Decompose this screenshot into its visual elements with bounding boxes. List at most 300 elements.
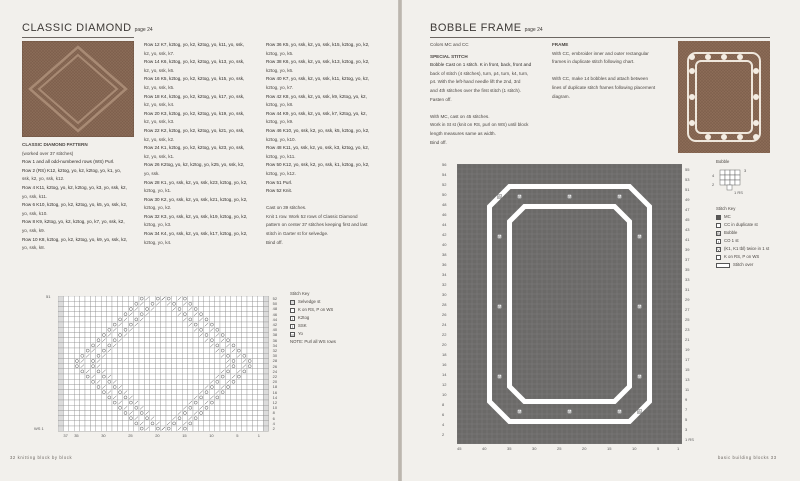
chart-row-label-right: 15	[685, 367, 690, 372]
chart-cell	[220, 400, 225, 405]
chart-cell	[139, 312, 144, 317]
instruction-line: Row 16 K5, k2tog, yo, k2, k2tog, yo, k15, yo, ssk,	[144, 76, 245, 82]
chart-cell	[215, 379, 220, 384]
chart-cell	[134, 348, 139, 353]
chart-cell	[144, 369, 149, 374]
chart-cell	[209, 338, 214, 343]
chart-cell	[80, 390, 85, 395]
chart-cell	[123, 374, 128, 379]
chart-cell	[247, 301, 252, 306]
chart-cell	[128, 353, 133, 358]
chart-cell	[225, 374, 230, 379]
chart-cell	[101, 379, 106, 384]
chart-cell	[74, 353, 79, 358]
chart-cell	[80, 405, 85, 410]
chart-cell	[231, 353, 236, 358]
section-title	[430, 22, 543, 34]
pattern-subheading: (worked over 37 stitches)	[22, 150, 74, 156]
chart-cell	[117, 312, 122, 317]
chart-cell	[144, 395, 149, 400]
chart-cell	[69, 301, 74, 306]
chart-cell	[74, 400, 79, 405]
chart-cell	[263, 343, 268, 348]
chart-cell	[85, 426, 90, 431]
chart-cell	[161, 327, 166, 332]
chart-cell	[231, 410, 236, 415]
chart-cell	[69, 306, 74, 311]
chart-cell	[74, 395, 79, 400]
chart-cell	[166, 390, 171, 395]
chart-cell	[90, 426, 95, 431]
key-label: K2tog	[298, 315, 310, 320]
chart-cell	[198, 369, 203, 374]
chart-cell	[96, 301, 101, 306]
chart-cell	[90, 338, 95, 343]
chart-cell	[263, 384, 268, 389]
chart-cell	[193, 400, 198, 405]
chart-cell	[90, 317, 95, 322]
chart-cell	[123, 296, 128, 301]
chart-cell	[215, 426, 220, 431]
chart-cell	[134, 312, 139, 317]
chart-cell	[144, 327, 149, 332]
chart-cell	[74, 332, 79, 337]
chart-row-label-right: 45	[685, 217, 690, 222]
chart-cell	[263, 312, 268, 317]
chart-cell	[258, 306, 263, 311]
chart-cell	[112, 338, 117, 343]
chart-cell	[166, 379, 171, 384]
chart-cell	[69, 332, 74, 337]
key-label: Stitch over	[733, 262, 754, 267]
chart-cell	[69, 426, 74, 431]
chart-cell	[134, 374, 139, 379]
chart-row-label-right: 55	[685, 167, 690, 172]
instruction-line: yo, ssk.	[144, 170, 160, 176]
chart-cell	[107, 343, 112, 348]
instruction-line: k2tog, yo, k5.	[266, 50, 294, 56]
chart-cell	[225, 410, 230, 415]
chart-cell	[182, 400, 187, 405]
instruction-line: k2tog, yo, k4.	[144, 239, 172, 245]
chart-cell	[63, 426, 68, 431]
chart-cell	[80, 322, 85, 327]
chart-cell	[177, 384, 182, 389]
chart-cell	[263, 379, 268, 384]
chart-cell	[155, 374, 160, 379]
instruction-line: Row 44 K9, yo, ssk, k2, yo, ssk, k7, k2tog, yo, k2,	[266, 110, 367, 116]
chart-cell	[209, 390, 214, 395]
chart-cell	[112, 301, 117, 306]
chart-cell	[80, 426, 85, 431]
chart-cell	[236, 379, 241, 384]
chart-cell	[155, 358, 160, 363]
chart-cell	[63, 400, 68, 405]
chart-cell	[101, 343, 106, 348]
chart-cell	[161, 353, 166, 358]
chart-cell	[139, 369, 144, 374]
chart-cell	[225, 312, 230, 317]
chart-cell	[69, 322, 74, 327]
chart-cell	[231, 390, 236, 395]
chart-row-label: 34	[272, 342, 278, 348]
chart-cell	[258, 348, 263, 353]
chart-cell	[252, 332, 257, 337]
chart-cell	[150, 353, 155, 358]
frame-heading: FRAME	[552, 42, 569, 47]
chart-cell	[242, 348, 247, 353]
chart-cell	[117, 410, 122, 415]
chart-cell	[215, 395, 220, 400]
chart-cell	[236, 410, 241, 415]
chart-col-label: 25	[557, 446, 562, 451]
chart-row-label: 18	[272, 384, 278, 390]
chart-cell	[58, 322, 63, 327]
chart-cell	[220, 405, 225, 410]
chart-cell	[215, 384, 220, 389]
chart-cell	[198, 410, 203, 415]
chart-cell	[107, 312, 112, 317]
chart-row-label: 16	[272, 389, 278, 395]
chart-cell	[144, 353, 149, 358]
chart-cell	[263, 322, 268, 327]
chart-cell	[263, 421, 268, 426]
chart-cell	[182, 353, 187, 358]
chart-row-label-left: 16	[442, 362, 447, 367]
chart-cell	[263, 358, 268, 363]
key-title: Stitch Key	[716, 206, 736, 211]
chart-cell	[215, 353, 220, 358]
chart-cell	[193, 338, 198, 343]
instruction-line: Row 51 Purl.	[266, 179, 293, 185]
chart-cell	[150, 426, 155, 431]
chart-row-label: 28	[272, 358, 278, 364]
chart-cell	[193, 384, 198, 389]
bobble-icon: B	[717, 230, 720, 236]
chart-cell	[252, 410, 257, 415]
chart-cell	[80, 416, 85, 421]
instruction-line: With CC, make 14 bobbles and attach between	[552, 76, 649, 82]
chart-cell	[69, 317, 74, 322]
chart-col-label: 15	[607, 446, 612, 451]
instruction-line: ssk, k2, yo, ssk, k12.	[22, 176, 65, 182]
chart-cell	[63, 322, 68, 327]
chart-row-label: 10	[272, 405, 278, 411]
chart-cell	[231, 358, 236, 363]
chart-cell	[155, 296, 160, 301]
chart-cell	[193, 322, 198, 327]
chart-cell	[252, 395, 257, 400]
chart-cell	[150, 379, 155, 384]
chart-cell	[209, 348, 214, 353]
chart-cell	[263, 364, 268, 369]
chart-row-label-right: 11	[685, 387, 690, 392]
chart-cell	[155, 379, 160, 384]
chart-cell	[69, 327, 74, 332]
bobble-row-label: 4	[712, 173, 715, 178]
chart-cell	[80, 374, 85, 379]
chart-cell	[166, 364, 171, 369]
chart-cell	[123, 358, 128, 363]
chart-cell	[247, 384, 252, 389]
chart-cell	[58, 353, 63, 358]
chart-row-label-right: 9	[685, 397, 688, 402]
chart-row-label-right: 41	[685, 237, 690, 242]
chart-cell	[258, 410, 263, 415]
chart-cell	[117, 416, 122, 421]
chart-cell	[242, 338, 247, 343]
chart-cell	[161, 405, 166, 410]
chart-cell	[80, 348, 85, 353]
bobble-chart-title: Bobble	[716, 159, 730, 164]
chart-cell	[74, 421, 79, 426]
chart-cell	[155, 426, 160, 431]
chart-cell	[204, 421, 209, 426]
chart-cell	[258, 332, 263, 337]
chart-cell	[182, 369, 187, 374]
chart-cell	[150, 338, 155, 343]
chart-cell	[112, 421, 117, 426]
chart-row-label-right: 3	[685, 427, 688, 432]
chart-cell	[193, 317, 198, 322]
chart-row-label-right: 7	[685, 407, 688, 412]
chart-cell	[139, 374, 144, 379]
chart-cell	[139, 400, 144, 405]
chart-cell	[188, 395, 193, 400]
chart-cell	[188, 374, 193, 379]
chart-cell	[117, 426, 122, 431]
key-label: K on RS, P on WS	[724, 254, 760, 259]
chart-cell	[63, 317, 68, 322]
chart-cell	[63, 348, 68, 353]
chart-cell	[177, 390, 182, 395]
instruction-line: k2tog, yo, k7.	[266, 84, 294, 90]
chart-cell	[166, 327, 171, 332]
chart-cell	[263, 296, 268, 301]
instruction-line: k2tog, yo, k8.	[266, 102, 294, 108]
chart-cell	[252, 400, 257, 405]
chart-cell	[161, 400, 166, 405]
chart-cell	[85, 400, 90, 405]
chart-cell	[101, 390, 106, 395]
chart-cell	[134, 332, 139, 337]
chart-cell	[225, 322, 230, 327]
chart-cell	[63, 369, 68, 374]
chart-cell	[198, 421, 203, 426]
bobble-frame-swatch-photo	[678, 41, 770, 153]
chart-cell	[215, 405, 220, 410]
chart-cell	[171, 338, 176, 343]
chart-cell	[166, 348, 171, 353]
chart-cell	[112, 296, 117, 301]
chart-cell	[155, 384, 160, 389]
chart-cell	[107, 410, 112, 415]
chart-cell	[74, 405, 79, 410]
chart-cell	[225, 421, 230, 426]
instruction-line: Row 20 K3, k2tog, yo, k2, k2tog, yo, k19, yo, ssk,	[144, 110, 245, 116]
chart-cell	[263, 353, 268, 358]
chart-cell	[144, 348, 149, 353]
chart-cell	[139, 384, 144, 389]
chart-cell	[236, 348, 241, 353]
chart-cell	[225, 395, 230, 400]
chart-cell	[139, 332, 144, 337]
chart-cell	[80, 379, 85, 384]
chart-cell	[209, 364, 214, 369]
chart-col-label: 25	[128, 433, 133, 439]
chart-cell	[107, 405, 112, 410]
chart-cell	[96, 410, 101, 415]
chart-cell	[117, 317, 122, 322]
chart-cell	[74, 338, 79, 343]
chart-cell	[209, 296, 214, 301]
chart-cell	[204, 379, 209, 384]
chart-cell	[107, 296, 112, 301]
chart-cell	[69, 410, 74, 415]
chart-cell	[90, 312, 95, 317]
instruction-line: Row 46 K10, yo, ssk, k2, yo, ssk, k5, k2tog, yo, k2,	[266, 127, 370, 133]
instruction-line: yo, ssk, k11.	[22, 193, 48, 199]
chart-cell	[252, 306, 257, 311]
chart-row-label-left: 12	[442, 382, 447, 387]
chart-cell	[161, 358, 166, 363]
chart-cell	[171, 384, 176, 389]
chart-cell	[177, 338, 182, 343]
chart-cell	[123, 410, 128, 415]
chart-cell	[236, 364, 241, 369]
chart-cell	[117, 369, 122, 374]
instruction-line: k2tog, yo, k1.	[144, 188, 172, 194]
chart-cell	[63, 410, 68, 415]
chart-cell	[101, 317, 106, 322]
chart-cell	[63, 306, 68, 311]
chart-cell	[150, 296, 155, 301]
chart-cell	[90, 301, 95, 306]
chart-cell	[258, 312, 263, 317]
chart-cell	[258, 416, 263, 421]
chart-cell	[252, 374, 257, 379]
chart-cell	[96, 369, 101, 374]
chart-row-label-left: 38	[442, 252, 447, 257]
chart-cell	[128, 405, 133, 410]
chart-cell	[90, 306, 95, 311]
chart-cell	[182, 374, 187, 379]
chart-cell	[220, 374, 225, 379]
chart-cell	[231, 369, 236, 374]
chart-cell	[123, 353, 128, 358]
chart-row-label: 44	[272, 316, 278, 322]
instruction-line: Row 1 and all odd-numbered rows (WS) Purl.	[22, 159, 115, 165]
chart-cell	[215, 369, 220, 374]
chart-cell	[80, 400, 85, 405]
chart-row-label: 12	[272, 400, 278, 405]
chart-cell	[252, 426, 257, 431]
instruction-line: Bind off.	[266, 239, 283, 245]
chart-cell	[85, 374, 90, 379]
chart-row-label-right: 33	[685, 277, 690, 282]
chart-cell	[101, 358, 106, 363]
instruction-line: yo, ssk, k8.	[22, 245, 45, 251]
chart-cell	[215, 338, 220, 343]
chart-cell	[80, 353, 85, 358]
chart-row-label-left: 52	[442, 182, 447, 187]
chart-cell	[242, 301, 247, 306]
chart-cell	[247, 312, 252, 317]
chart-cell	[74, 369, 79, 374]
instruction-line: k2, yo, ssk, k5.	[144, 84, 175, 90]
instruction-line: Row 12 K7, k2tog, yo, k2, k2tog, yo, k11, yo, ssk,	[144, 42, 245, 47]
chart-cell	[236, 426, 241, 431]
instruction-line: Row 32 K3, yo, ssk, k2, yo, ssk, k19, k2tog, yo, k2,	[144, 213, 248, 219]
chart-cell	[204, 312, 209, 317]
chart-cell	[188, 296, 193, 301]
chart-cell	[134, 384, 139, 389]
chart-cell	[231, 301, 236, 306]
chart-cell	[225, 327, 230, 332]
chart-cell	[107, 338, 112, 343]
chart-cell	[215, 301, 220, 306]
chart-cell	[161, 379, 166, 384]
chart-cell	[134, 421, 139, 426]
chart-cell	[155, 416, 160, 421]
chart-cell	[144, 322, 149, 327]
chart-cell	[63, 416, 68, 421]
instruction-line: back of stitch (4 stitches), turn, p4, turn, k4, turn,	[430, 70, 529, 76]
chart-cell	[117, 395, 122, 400]
chart-cell	[101, 312, 106, 317]
key-item-k2tog	[290, 314, 336, 322]
chart-cell	[107, 384, 112, 389]
chart-cell	[263, 400, 268, 405]
chart-cell	[144, 364, 149, 369]
chart-cell	[134, 410, 139, 415]
chart-cell	[112, 374, 117, 379]
chart-cell	[188, 301, 193, 306]
instruction-line: stitch in Garter st for selvedge.	[266, 231, 329, 237]
chart-cell	[177, 405, 182, 410]
chart-cell	[80, 327, 85, 332]
chart-cell	[263, 317, 268, 322]
chart-row-label: 24	[272, 368, 278, 374]
bobble-frame-chart	[457, 164, 682, 444]
chart-cell	[74, 374, 79, 379]
chart-cell	[231, 405, 236, 410]
chart-cell	[107, 379, 112, 384]
chart-cell	[215, 343, 220, 348]
page-ref: page 24	[524, 27, 543, 33]
chart-cell	[231, 322, 236, 327]
instruction-line: Bobble Cast on 1 stitch. K in front, back, front and	[430, 62, 532, 68]
chart-cell	[188, 379, 193, 384]
chart-cell	[220, 348, 225, 353]
chart-cell	[242, 327, 247, 332]
chart-cell	[58, 312, 63, 317]
ssk-icon: \	[291, 323, 294, 329]
chart-cell	[225, 332, 230, 337]
chart-cell	[182, 343, 187, 348]
chart-cell	[123, 369, 128, 374]
chart-cell	[171, 322, 176, 327]
chart-cell	[171, 301, 176, 306]
chart-cell	[215, 358, 220, 363]
chart-cell	[85, 322, 90, 327]
chart-cell	[166, 306, 171, 311]
chart-row-label-left: 40	[442, 242, 447, 247]
chart-cell	[209, 312, 214, 317]
chart-cell	[263, 327, 268, 332]
chart-cell	[107, 322, 112, 327]
chart-cell	[101, 306, 106, 311]
